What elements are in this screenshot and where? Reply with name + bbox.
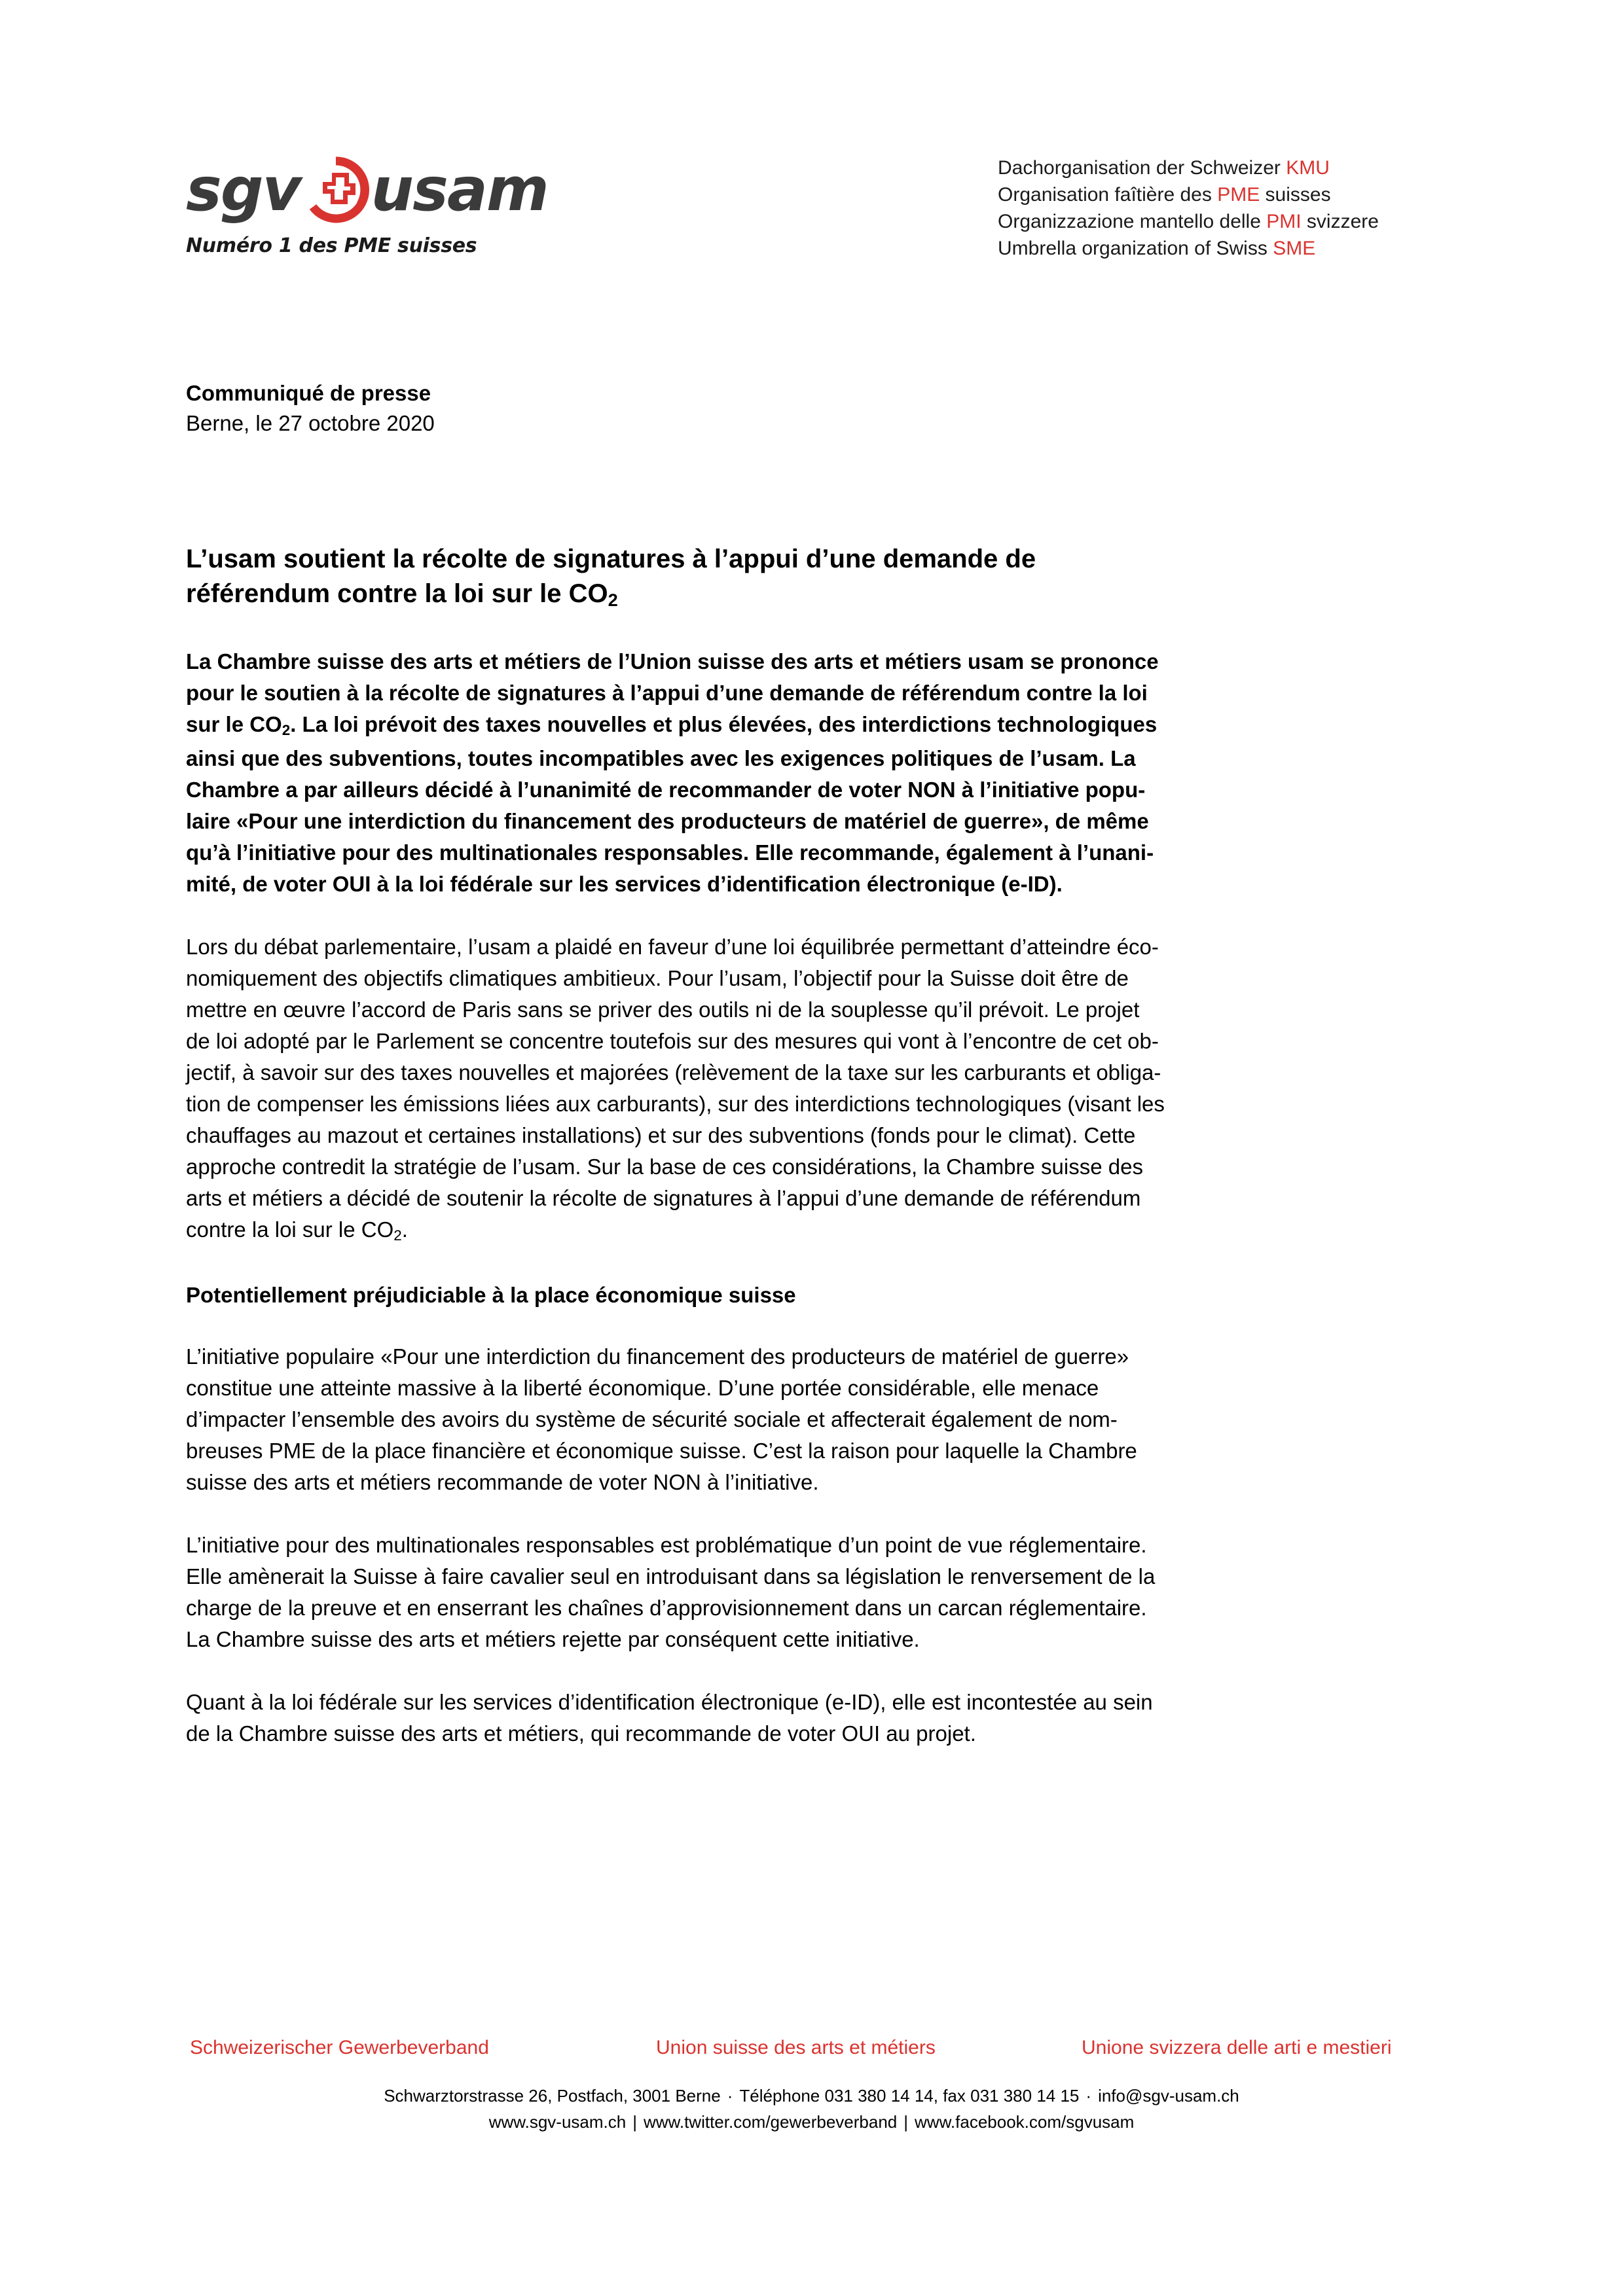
lead-line-4: ainsi que des subventions, toutes incompatibles avec les exigences politiques de l’usam. La [186,746,1136,770]
org-line-en-prefix: Umbrella organization of Swiss [998,238,1273,259]
p1-line-5: jectif, à savoir sur des taxes nouvelles et majorées (relèvement de la taxe sur les carburants et obliga- [186,1060,1161,1085]
footer-address: Schwarztorstrasse 26, Postfach, 3001 Berne [384,2086,721,2106]
p2-line-1: L’initiative populaire «Pour une interdiction du financement des producteurs de matériel de guerre» [186,1344,1129,1369]
sgv-usam-logo [186,156,592,259]
body-paragraph-4 [186,1687,1433,1749]
lead-line-5: Chambre a par ailleurs décidé à l’unanimité de recommander de voter NON à l’initiative popu- [186,778,1146,802]
footer-separator-1: · [727,2086,733,2106]
document-meta [186,378,435,439]
p1-line-6: tion de compenser les émissions liées aux carburants), sur des interdictions technologiques (visant les [186,1092,1165,1116]
lead-line-3-a: sur le CO [186,712,282,736]
lead-line-7: qu’à l’initiative pour des multinationales responsables. Elle recommande, également à l’unani- [186,840,1154,865]
org-line-de [998,154,1379,181]
p3-line-3: charge de la preuve et en enserrant les chaînes d’approvisionnement dans un carcan réglementaire. [186,1596,1147,1620]
org-line-it-suffix: svizzere [1301,211,1379,232]
org-line-en-accent: SME [1273,238,1316,259]
org-line-it-prefix: Organizzazione mantello delle [998,211,1267,232]
org-line-it-accent: PMI [1266,211,1302,232]
p1-line-3: mettre en œuvre l’accord de Paris sans se priver des outils ni de la souplesse qu’il prévoit. Le projet [186,997,1140,1022]
footer-facebook-link[interactable]: www.facebook.com/sgvusam [915,2112,1135,2132]
page-title-line-2 [186,577,1433,613]
footer-separator-4: | [903,2112,909,2132]
page-title-line-1: L’usam soutient la récolte de signatures à l’appui d’une demande de [186,545,1036,573]
org-line-de-prefix: Dachorganisation der Schweizer [998,157,1286,179]
p1-line-2: nomiquement des objectifs climatiques ambitieux. Pour l’usam, l’objectif pour la Suisse doit être de [186,966,1129,990]
footer-phone-fax: Téléphone 031 380 14 14, fax 031 380 14 15 [739,2086,1080,2106]
page-title-line-2-text: référendum contre la loi sur le CO [186,579,608,608]
p4-line-2: de la Chambre suisse des arts et métiers, qui recommande de voter OUI au projet. [186,1721,976,1746]
lead-line-3 [186,709,1433,743]
lead-line-8: mité, de voter OUI à la loi fédérale sur les services d’identification électronique (e-ID). [186,872,1063,896]
document-place-date: Berne, le 27 octobre 2020 [186,411,435,435]
p1-line-10-b: . [401,1217,408,1242]
footer-org-it: Unione svizzera delle arti e mestieri [1082,2037,1392,2058]
p1-line-10 [186,1214,1433,1248]
p1-line-4: de loi adopté par le Parlement se concentre toutefois sur des mesures qui vont à l’encontre de cet ob- [186,1029,1159,1053]
footer-contact-line-2 [0,2109,1623,2135]
logo-tagline: Numéro 1 des PME suisses [186,234,477,257]
lead-line-1: La Chambre suisse des arts et métiers de l’Union suisse des arts et métiers usam se prononce [186,649,1159,673]
footer-email-link[interactable]: info@sgv-usam.ch [1098,2086,1239,2106]
footer-org-de: Schweizerischer Gewerbeverband [190,2037,489,2058]
p1-line-8: approche contredit la stratégie de l’usam. Sur la base de ces considérations, la Chambre suisse des [186,1155,1143,1179]
organization-languages-block [998,154,1379,262]
document-body [186,542,1433,1781]
p3-line-4: La Chambre suisse des arts et métiers rejette par conséquent cette initiative. [186,1627,920,1651]
body-paragraph-1 [186,931,1433,1248]
org-line-fr [998,181,1379,208]
footer-separator-2: · [1085,2086,1092,2106]
co2-subscript: 2 [608,589,618,610]
p1-line-1: Lors du débat parlementaire, l’usam a plaidé en faveur d’une loi équilibrée permettant d’atteindre éco- [186,935,1159,959]
org-line-de-accent: KMU [1286,157,1330,179]
p4-line-1: Quant à la loi fédérale sur les services d’identification électronique (e-ID), elle est incontestée au sein [186,1690,1153,1714]
org-line-it [998,208,1379,235]
lead-paragraph [186,646,1433,900]
p1-line-9: arts et métiers a décidé de soutenir la récolte de signatures à l’appui d’une demande de référendum [186,1186,1141,1210]
p1-line-10-a: contre la loi sur le CO [186,1217,394,1242]
logo-text-usam: usam [371,154,548,224]
footer-separator-3: | [632,2112,637,2132]
logo-wordmark [186,156,592,224]
org-line-fr-accent: PME [1217,184,1260,206]
footer-twitter-link[interactable]: www.twitter.com/gewerbeverband [643,2112,898,2132]
footer-org-fr: Union suisse des arts et métiers [656,2037,936,2058]
footer-contact-line-1 [0,2083,1623,2109]
p2-line-2: constitue une atteinte massive à la liberté économique. D’une portée considérable, elle menace [186,1376,1099,1400]
logo-text-sgv: sgv [186,154,301,224]
p2-line-5: suisse des arts et métiers recommande de voter NON à l’initiative. [186,1470,819,1494]
page-footer [0,2034,1623,2135]
footer-contact-block [0,2083,1623,2135]
co2-subscript: 2 [393,1227,402,1244]
org-line-fr-prefix: Organisation faîtière des [998,184,1218,206]
p2-line-4: breuses PME de la place financière et économique suisse. C’est la raison pour laquelle la Chambre [186,1439,1137,1463]
swiss-cross-circle-emblem-icon [302,156,370,224]
p3-line-1: L’initiative pour des multinationales responsables est problématique d’un point de vue réglementaire. [186,1533,1147,1557]
footer-website-link[interactable]: www.sgv-usam.ch [488,2112,627,2132]
p3-line-2: Elle amènerait la Suisse à faire cavalier seul en introduisant dans sa législation le renversement de la [186,1564,1156,1588]
lead-line-6: laire «Pour une interdiction du financement des producteurs de matériel de guerre», de même [186,809,1149,833]
page-title [186,542,1433,613]
lead-line-2: pour le soutien à la récolte de signatures à l’appui d’une demande de référendum contre la loi [186,681,1148,705]
p1-line-7: chauffages au mazout et certaines installations) et sur des subventions (fonds pour le climat). Cette [186,1123,1136,1147]
org-line-en [998,235,1379,262]
body-paragraph-3 [186,1530,1433,1655]
document-type-label: Communiqué de presse [186,381,431,405]
page-header [0,0,1623,308]
p2-line-3: d’impacter l’ensemble des avoirs du système de sécurité sociale et affecterait également de nom- [186,1407,1118,1431]
footer-organization-names [0,2034,1623,2068]
lead-line-3-b: . La loi prévoit des taxes nouvelles et plus élevées, des interdictions technologiques [290,712,1158,736]
body-paragraph-2 [186,1341,1433,1498]
co2-subscript: 2 [282,721,291,738]
section-subheading: Potentiellement préjudiciable à la place économique suisse [186,1283,796,1307]
org-line-fr-suffix: suisses [1260,184,1331,206]
